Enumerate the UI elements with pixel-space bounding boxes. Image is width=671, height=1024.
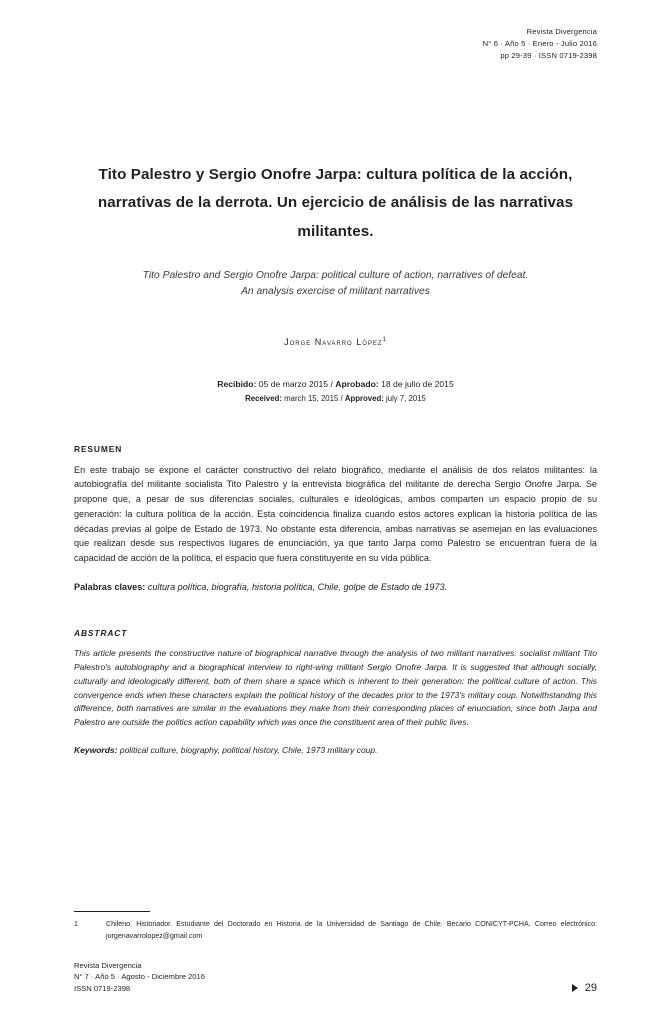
footer-journal-info [74, 960, 205, 994]
received-value-en: march 15, 2015 [284, 394, 339, 404]
author-footnote-marker: 1 [382, 337, 387, 344]
dates-english [74, 392, 597, 406]
masthead-pages-issn: pp 29-39 · ISSN 0719-2398 [500, 50, 597, 60]
received-value-es: 05 de marzo 2015 [258, 379, 329, 390]
subtitle-english-line1: Tito Palestro and Sergio Onofre Jarpa: political culture of action, narratives of defeat. [142, 269, 529, 281]
resumen-keywords-value: cultura política, biografía, historia política, Chile, golpe de Estado de 1973. [147, 581, 448, 592]
approved-value-en: july 7, 2015 [386, 394, 426, 404]
approved-label-en: Approved: [344, 394, 384, 404]
received-label-en: Received: [245, 394, 282, 404]
abstract-keywords-value: political culture, biography, political history, Chile, 1973 military coup. [119, 744, 378, 755]
footer-issn: ISSN 0719-2398 [74, 983, 131, 993]
approved-value-es: 18 de julio de 2015 [381, 379, 454, 390]
resumen-keywords [74, 580, 597, 595]
footnote-number: 1 [74, 920, 78, 929]
footnote-area [74, 911, 597, 942]
abstract-keywords [74, 744, 597, 758]
resumen-heading: RESUMEN [74, 443, 123, 454]
abstract-text: This article presents the constructive nature of biographical narrative through the analysis of two militant narratives: socialist militant Tito Palestro's autobiography and a biographical interview to right-wing militant Sergio Onofre Jarpa. It is suggested that although socially, culturally and ideologically different, both of them share a space which is inherent to their generation: the political culture of action. This convergence ends when these characters explain the political history of the decades prior to the 1973's military coup. Notwithstanding this difference, both narratives are similar in the evaluations they make from their corresponding places of enunciation, since both Jarpa and Palestro are outside the politics action capability which was once the constituent area of their public lives. [74, 648, 597, 728]
masthead [74, 26, 597, 61]
author-name: Jorge Navarro López [284, 337, 383, 348]
received-label-es: Recibido: [217, 379, 257, 390]
resumen-text: En este trabajo se expone el carácter constructivo del relato biográfico, mediante el análisis de dos relatos militantes: la autobiografía del militante socialista Tito Palestro y la entrevista biográfica del militante de derecha Sergio Onofre Jarpa. Se propone que, a pesar de sus diferencias sociales, culturales e ideológicas, ambos comparten un espacio propio de su generación: la cultura política de la acción. Esta coincidencia finaliza cuando estos actores explican la historia política de las décadas previas al golpe de Estado de 1973. No obstante esta diferencia, ambas narrativas se asemejan en las evaluaciones que realizan desde sus respectivos lugares de enunciación, ya que tanto Jarpa como Palestro se encuentran fuera de la capacidad de acción de la política, el espacio que fuera constituyente en su vida pública. [74, 464, 597, 563]
footer-journal-name: Revista Divergencia [74, 960, 142, 970]
page-title: Tito Palestro y Sergio Onofre Jarpa: cultura política de la acción, narrativas de la derrota. Un ejercicio de análisis de las narrativas militantes. [97, 166, 574, 240]
subtitle-english-line2: An analysis exercise of militant narratives [241, 286, 430, 298]
abstract-section [74, 628, 597, 757]
page-footer [74, 960, 597, 994]
footer-issue: N° 7 · Año 5 · Agosto - Diciembre 2016 [74, 972, 205, 982]
dates-spanish [74, 377, 597, 392]
dates-separator: / [330, 379, 333, 390]
dates-separator-en: / [340, 394, 343, 404]
resumen-keywords-label: Palabras claves: [74, 581, 146, 592]
author-line [74, 337, 597, 347]
publication-dates [74, 377, 597, 406]
footnote-divider [74, 911, 150, 912]
approved-label-es: Aprobado: [335, 379, 379, 390]
masthead-issue: N° 6 · Año 5 · Enero - Julio 2016 [482, 38, 597, 48]
footer-page-marker [572, 982, 597, 994]
footnote [74, 919, 597, 942]
title-block [74, 161, 597, 301]
footnote-text: Chileno. Historiador. Estudiante del Doctorado en Historia de la Universidad de Santiago de Chile. Becario CONICYT-PCHA. Correo electrónico: jorgenavarrolopez@gmail.com [106, 920, 597, 940]
masthead-journal-name: Revista Divergencia [526, 27, 597, 36]
triangle-right-icon [572, 984, 578, 992]
subtitle-english [74, 268, 597, 301]
abstract-heading: ABSTRACT [74, 628, 128, 639]
abstract-keywords-label: Keywords: [74, 744, 118, 755]
resumen-section [74, 444, 597, 595]
page-number: 29 [584, 982, 597, 994]
